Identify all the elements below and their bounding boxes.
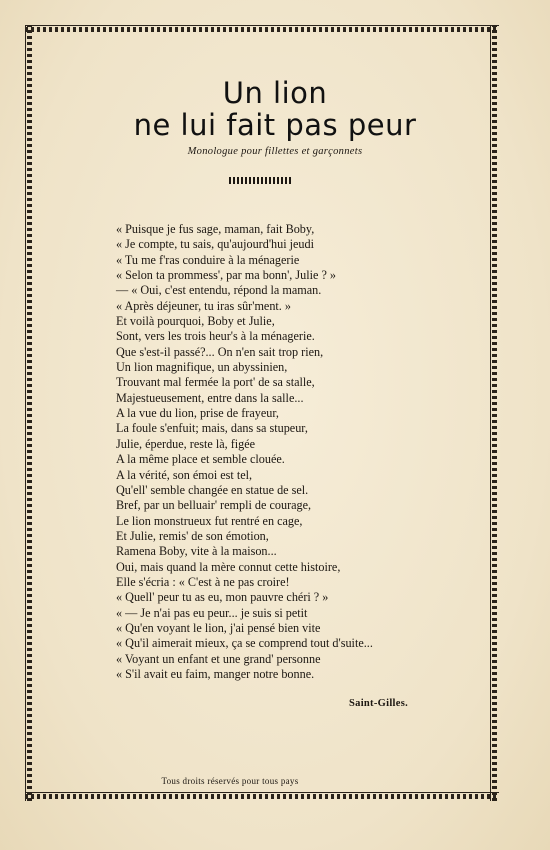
poem-line: Un lion magnifique, un abyssinien, [116,360,288,375]
poem-line: — « Oui, c'est entendu, répond la maman. [116,283,322,298]
poem-line: « Puisque je fus sage, maman, fait Boby, [116,222,315,236]
rights-notice: Tous droits réservés pour tous pays [161,776,299,786]
decorative-rule [229,177,291,184]
poem-line: « Qu'il aimerait mieux, ça se comprend tout d'suite... [116,636,373,651]
subtitle: Monologue pour fillettes et garçonnets [187,146,363,157]
poem-line: Oui, mais quand la mère connut cette histoire, [116,559,341,574]
poem-line: Que s'est-il passé?... On n'en sait trop rien, [116,344,324,359]
poem-line: Trouvant mal fermée la port' de sa stalle, [116,375,315,390]
poem-line: Le lion monstrueux fut rentré en cage, [116,513,303,528]
signature-text: Saint-Gilles. [349,698,409,709]
poem-line: A la vérité, son émoi est tel, [116,467,253,482]
title-line-1: Un lion [222,76,328,110]
poem-line: Qu'ell' semble changée en statue de sel. [116,482,309,497]
poem-line: A la vue du lion, prise de frayeur, [116,406,279,421]
poem-line: Ramena Boby, vite à la maison... [116,544,277,559]
poem-line: « Voyant un enfant et une grand' personne [116,651,321,666]
poem-line: Et Julie, remis' de son émotion, [116,528,269,543]
poem-line: Elle s'écria : « C'est à ne pas croire! [116,574,290,589]
title-line-2: ne lui fait pas peur [133,108,417,142]
border-left [25,25,34,801]
author-signature [349,698,408,709]
poem-line: Sont, vers les trois heur's à la ménagerie. [116,329,315,344]
poem-line: Majestueusement, entre dans la salle... [116,390,304,405]
poem-line: La foule s'enfuit; mais, dans sa stupeur, [116,421,308,436]
poem-line: « Après déjeuner, tu iras sûr'ment. » [116,298,291,313]
poem-line: A la même place et semble clouée. [116,452,285,467]
poem-line: Et voilà pourquoi, Boby et Julie, [116,314,275,329]
border-top [25,25,499,34]
poem-line: « — Je n'ai pas eu peur... je suis si petit [116,605,308,620]
poem-line: « Tu me f'ras conduire à la ménagerie [116,252,300,267]
poem-line: « Qu'en voyant le lion, j'ai pensé bien vite [116,620,321,635]
poem-line: Julie, éperdue, reste là, figée [116,436,256,451]
poem-line: « Quell' peur tu as eu, mon pauvre chéri ? » [116,590,329,605]
border-right [490,25,499,801]
poem-line: « Selon ta prommess', par ma bonn', Julie ? » [116,268,337,283]
border-bottom [25,792,499,801]
poem-line: Bref, par un belluair' rempli de courage, [116,498,312,513]
poem-line: « Je compte, tu sais, qu'aujourd'hui jeudi [116,237,315,252]
poem-line: « S'il avait eu faim, manger notre bonne. [116,666,315,681]
poem-text [116,222,456,682]
